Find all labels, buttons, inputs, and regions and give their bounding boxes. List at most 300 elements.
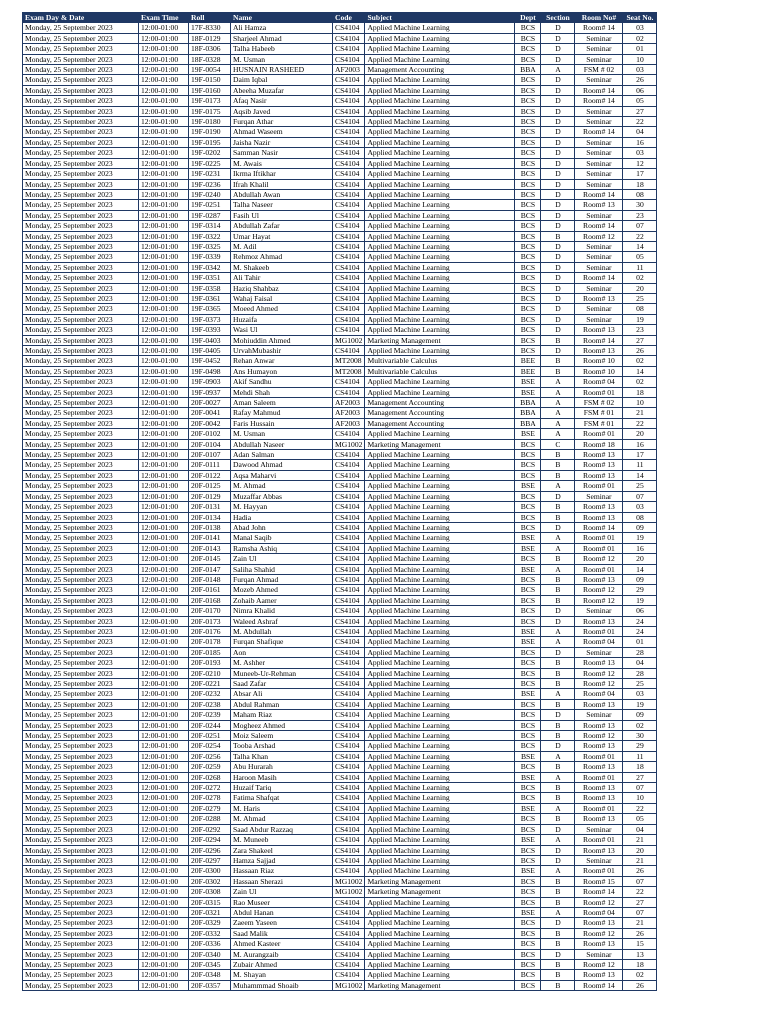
roll-cell: 20F-0161 [189, 585, 231, 595]
code-cell: CS4104 [333, 252, 365, 262]
seat-cell: 24 [623, 626, 657, 636]
table-row [23, 585, 657, 595]
seat-cell: 04 [623, 658, 657, 668]
name-cell: Furqan Athar [231, 117, 333, 127]
section-cell: D [541, 262, 575, 272]
exam-time-cell: 12:00-01:00 [139, 606, 189, 616]
exam-time-cell: 12:00-01:00 [139, 616, 189, 626]
section-cell: B [541, 897, 575, 907]
dept-cell: BCS [515, 346, 541, 356]
exam-time-cell: 12:00-01:00 [139, 210, 189, 220]
room-cell: Seminar [575, 158, 623, 168]
table-row [23, 907, 657, 917]
name-cell: M. Shakeeb [231, 262, 333, 272]
roll-cell: 18F-0328 [189, 54, 231, 64]
room-cell: Room# 13 [575, 512, 623, 522]
table-row [23, 241, 657, 251]
seat-cell: 20 [623, 283, 657, 293]
exam-time-cell: 12:00-01:00 [139, 293, 189, 303]
seat-cell: 27 [623, 335, 657, 345]
subject-cell: Marketing Management [365, 439, 515, 449]
exam-date-cell: Monday, 25 September 2023 [23, 970, 139, 980]
table-row [23, 949, 657, 959]
dept-cell: BCS [515, 699, 541, 709]
subject-cell: Marketing Management [365, 335, 515, 345]
dept-cell: BCS [515, 574, 541, 584]
table-row [23, 356, 657, 366]
exam-date-cell: Monday, 25 September 2023 [23, 731, 139, 741]
exam-date-cell: Monday, 25 September 2023 [23, 169, 139, 179]
exam-date-cell: Monday, 25 September 2023 [23, 835, 139, 845]
exam-time-cell: 12:00-01:00 [139, 689, 189, 699]
subject-cell: Applied Machine Learning [365, 491, 515, 501]
section-cell: B [541, 793, 575, 803]
dept-cell: BSE [515, 772, 541, 782]
code-cell: CS4104 [333, 158, 365, 168]
section-cell: D [541, 54, 575, 64]
exam-time-cell: 12:00-01:00 [139, 679, 189, 689]
room-cell: Room# 04 [575, 907, 623, 917]
table-row [23, 314, 657, 324]
column-header-code: Code [333, 13, 365, 23]
dept-cell: BCS [515, 793, 541, 803]
exam-date-cell: Monday, 25 September 2023 [23, 876, 139, 886]
subject-cell: Applied Machine Learning [365, 783, 515, 793]
exam-date-cell: Monday, 25 September 2023 [23, 793, 139, 803]
dept-cell: BCS [515, 450, 541, 460]
seat-cell: 22 [623, 803, 657, 813]
exam-date-cell: Monday, 25 September 2023 [23, 460, 139, 470]
dept-cell: BCS [515, 231, 541, 241]
room-cell: Room# 14 [575, 522, 623, 532]
seat-cell: 11 [623, 751, 657, 761]
room-cell: Room# 14 [575, 221, 623, 231]
seat-cell: 03 [623, 502, 657, 512]
exam-time-cell: 12:00-01:00 [139, 158, 189, 168]
table-row [23, 845, 657, 855]
table-row [23, 481, 657, 491]
column-header-exam-date: Exam Day & Date [23, 13, 139, 23]
room-cell: Room# 14 [575, 887, 623, 897]
exam-time-cell: 12:00-01:00 [139, 23, 189, 33]
room-cell: Room# 13 [575, 502, 623, 512]
section-cell: A [541, 533, 575, 543]
exam-time-cell: 12:00-01:00 [139, 221, 189, 231]
room-cell: Room# 12 [575, 897, 623, 907]
subject-cell: Applied Machine Learning [365, 96, 515, 106]
code-cell: CS4104 [333, 606, 365, 616]
exam-time-cell: 12:00-01:00 [139, 137, 189, 147]
code-cell: CS4104 [333, 689, 365, 699]
exam-date-cell: Monday, 25 September 2023 [23, 241, 139, 251]
name-cell: Zain Ul [231, 554, 333, 564]
table-row [23, 897, 657, 907]
dept-cell: BCS [515, 491, 541, 501]
dept-cell: BCS [515, 720, 541, 730]
section-cell: D [541, 845, 575, 855]
subject-cell: Applied Machine Learning [365, 158, 515, 168]
exam-date-cell: Monday, 25 September 2023 [23, 179, 139, 189]
table-row [23, 751, 657, 761]
table-row [23, 387, 657, 397]
seat-cell: 19 [623, 595, 657, 605]
roll-cell: 20F-0042 [189, 418, 231, 428]
exam-time-cell: 12:00-01:00 [139, 845, 189, 855]
exam-time-cell: 12:00-01:00 [139, 54, 189, 64]
room-cell: FSM # 02 [575, 398, 623, 408]
exam-date-cell: Monday, 25 September 2023 [23, 939, 139, 949]
room-cell: Room# 13 [575, 845, 623, 855]
code-cell: CS4104 [333, 814, 365, 824]
code-cell: CS4104 [333, 949, 365, 959]
table-row [23, 200, 657, 210]
exam-date-cell: Monday, 25 September 2023 [23, 897, 139, 907]
subject-cell: Applied Machine Learning [365, 762, 515, 772]
seat-cell: 20 [623, 845, 657, 855]
exam-time-cell: 12:00-01:00 [139, 33, 189, 43]
room-cell: Room# 18 [575, 439, 623, 449]
name-cell: Saad Zafar [231, 679, 333, 689]
table-row [23, 23, 657, 33]
subject-cell: Applied Machine Learning [365, 450, 515, 460]
roll-cell: 20F-0278 [189, 793, 231, 803]
name-cell: Moeed Ahmed [231, 304, 333, 314]
exam-time-cell: 12:00-01:00 [139, 855, 189, 865]
subject-cell: Applied Machine Learning [365, 720, 515, 730]
exam-date-cell: Monday, 25 September 2023 [23, 408, 139, 418]
roll-cell: 20F-0102 [189, 429, 231, 439]
table-row [23, 221, 657, 231]
subject-cell: Applied Machine Learning [365, 679, 515, 689]
roll-cell: 20F-0315 [189, 897, 231, 907]
name-cell: Saad Abdur Razzaq [231, 824, 333, 834]
code-cell: CS4104 [333, 762, 365, 772]
dept-cell: BCS [515, 522, 541, 532]
exam-date-cell: Monday, 25 September 2023 [23, 314, 139, 324]
dept-cell: BCS [515, 679, 541, 689]
roll-cell: 20F-0244 [189, 720, 231, 730]
name-cell: Talha Khan [231, 751, 333, 761]
table-row [23, 522, 657, 532]
exam-time-cell: 12:00-01:00 [139, 637, 189, 647]
section-cell: D [541, 273, 575, 283]
subject-cell: Applied Machine Learning [365, 699, 515, 709]
roll-cell: 19F-0405 [189, 346, 231, 356]
table-row [23, 418, 657, 428]
room-cell: Room# 13 [575, 658, 623, 668]
section-cell: D [541, 283, 575, 293]
seat-cell: 07 [623, 491, 657, 501]
name-cell: HUSNAIN RASHEED [231, 65, 333, 75]
table-row [23, 491, 657, 501]
section-cell: D [541, 23, 575, 33]
table-row [23, 127, 657, 137]
roll-cell: 20F-0178 [189, 637, 231, 647]
table-row [23, 564, 657, 574]
section-cell: A [541, 751, 575, 761]
room-cell: FSM # 01 [575, 408, 623, 418]
roll-cell: 20F-0239 [189, 710, 231, 720]
table-row [23, 366, 657, 376]
seat-cell: 02 [623, 33, 657, 43]
seat-cell: 30 [623, 731, 657, 741]
seat-cell: 02 [623, 720, 657, 730]
exam-date-cell: Monday, 25 September 2023 [23, 293, 139, 303]
exam-time-cell: 12:00-01:00 [139, 231, 189, 241]
subject-cell: Applied Machine Learning [365, 616, 515, 626]
roll-cell: 19F-0287 [189, 210, 231, 220]
subject-cell: Applied Machine Learning [365, 502, 515, 512]
exam-date-cell: Monday, 25 September 2023 [23, 137, 139, 147]
room-cell: Room# 01 [575, 564, 623, 574]
name-cell: Abdullah Naseer [231, 439, 333, 449]
code-cell: CS4104 [333, 647, 365, 657]
section-cell: D [541, 616, 575, 626]
section-cell: D [541, 491, 575, 501]
roll-cell: 20F-0272 [189, 783, 231, 793]
name-cell: Umar Hayat [231, 231, 333, 241]
dept-cell: BCS [515, 658, 541, 668]
exam-date-cell: Monday, 25 September 2023 [23, 783, 139, 793]
exam-date-cell: Monday, 25 September 2023 [23, 325, 139, 335]
room-cell: Seminar [575, 44, 623, 54]
seat-cell: 07 [623, 907, 657, 917]
roll-cell: 19F-0339 [189, 252, 231, 262]
roll-cell: 20F-0111 [189, 460, 231, 470]
section-cell: D [541, 647, 575, 657]
exam-date-cell: Monday, 25 September 2023 [23, 450, 139, 460]
room-cell: Seminar [575, 710, 623, 720]
name-cell: Ali Tahir [231, 273, 333, 283]
room-cell: Room# 14 [575, 980, 623, 990]
code-cell: CS4104 [333, 137, 365, 147]
roll-cell: 18F-0129 [189, 33, 231, 43]
roll-cell: 20F-0122 [189, 470, 231, 480]
table-row [23, 283, 657, 293]
table-row [23, 450, 657, 460]
exam-date-cell: Monday, 25 September 2023 [23, 231, 139, 241]
roll-cell: 19F-0180 [189, 117, 231, 127]
name-cell: Abdul Rahman [231, 699, 333, 709]
seat-cell: 20 [623, 429, 657, 439]
section-cell: A [541, 65, 575, 75]
exam-date-cell: Monday, 25 September 2023 [23, 710, 139, 720]
dept-cell: BCS [515, 241, 541, 251]
subject-cell: Applied Machine Learning [365, 803, 515, 813]
roll-cell: 19F-0403 [189, 335, 231, 345]
section-cell: D [541, 200, 575, 210]
section-cell: B [541, 554, 575, 564]
name-cell: Muhammmad Shoaib [231, 980, 333, 990]
exam-date-cell: Monday, 25 September 2023 [23, 626, 139, 636]
dept-cell: BCS [515, 85, 541, 95]
code-cell: CS4104 [333, 283, 365, 293]
code-cell: CS4104 [333, 117, 365, 127]
dept-cell: BCS [515, 470, 541, 480]
subject-cell: Applied Machine Learning [365, 189, 515, 199]
subject-cell: Management Accounting [365, 65, 515, 75]
name-cell: UrvahMubashir [231, 346, 333, 356]
name-cell: Zubair Ahmed [231, 959, 333, 969]
exam-date-cell: Monday, 25 September 2023 [23, 23, 139, 33]
section-cell: D [541, 918, 575, 928]
dept-cell: BSE [515, 377, 541, 387]
seat-cell: 19 [623, 533, 657, 543]
seat-cell: 08 [623, 304, 657, 314]
code-cell: CS4104 [333, 169, 365, 179]
code-cell: CS4104 [333, 33, 365, 43]
room-cell: Room# 10 [575, 356, 623, 366]
table-row [23, 741, 657, 751]
subject-cell: Multivariable Calculus [365, 366, 515, 376]
room-cell: Room# 14 [575, 127, 623, 137]
section-cell: A [541, 429, 575, 439]
section-cell: D [541, 606, 575, 616]
subject-cell: Management Accounting [365, 418, 515, 428]
seat-cell: 14 [623, 470, 657, 480]
roll-cell: 20F-0297 [189, 855, 231, 865]
room-cell: Room# 13 [575, 293, 623, 303]
section-cell: D [541, 741, 575, 751]
exam-time-cell: 12:00-01:00 [139, 512, 189, 522]
exam-date-cell: Monday, 25 September 2023 [23, 387, 139, 397]
roll-cell: 19F-0365 [189, 304, 231, 314]
seat-cell: 12 [623, 158, 657, 168]
exam-date-cell: Monday, 25 September 2023 [23, 210, 139, 220]
exam-time-cell: 12:00-01:00 [139, 866, 189, 876]
dept-cell: BBA [515, 65, 541, 75]
seat-cell: 30 [623, 200, 657, 210]
exam-date-cell: Monday, 25 September 2023 [23, 158, 139, 168]
section-cell: D [541, 346, 575, 356]
subject-cell: Applied Machine Learning [365, 970, 515, 980]
seat-cell: 02 [623, 377, 657, 387]
table-row [23, 980, 657, 990]
section-cell: B [541, 470, 575, 480]
dept-cell: BSE [515, 689, 541, 699]
dept-cell: BCS [515, 668, 541, 678]
seat-cell: 28 [623, 668, 657, 678]
roll-cell: 20F-0268 [189, 772, 231, 782]
name-cell: Abdullah Zafar [231, 221, 333, 231]
exam-time-cell: 12:00-01:00 [139, 387, 189, 397]
room-cell: Room# 13 [575, 460, 623, 470]
exam-date-cell: Monday, 25 September 2023 [23, 283, 139, 293]
name-cell: M. Abdullah [231, 626, 333, 636]
code-cell: CS4104 [333, 720, 365, 730]
section-cell: B [541, 928, 575, 938]
exam-date-cell: Monday, 25 September 2023 [23, 470, 139, 480]
seat-cell: 23 [623, 325, 657, 335]
roll-cell: 19F-0937 [189, 387, 231, 397]
subject-cell: Applied Machine Learning [365, 241, 515, 251]
name-cell: Zain Ul [231, 887, 333, 897]
roll-cell: 20F-0176 [189, 626, 231, 636]
exam-time-cell: 12:00-01:00 [139, 96, 189, 106]
name-cell: Haziq Shahbaz [231, 283, 333, 293]
section-cell: B [541, 959, 575, 969]
code-cell: CS4104 [333, 574, 365, 584]
table-row [23, 595, 657, 605]
subject-cell: Applied Machine Learning [365, 824, 515, 834]
exam-date-cell: Monday, 25 September 2023 [23, 679, 139, 689]
roll-cell: 20F-0332 [189, 928, 231, 938]
section-cell: D [541, 44, 575, 54]
code-cell: AF2003 [333, 398, 365, 408]
roll-cell: 20F-0193 [189, 658, 231, 668]
seat-cell: 04 [623, 824, 657, 834]
roll-cell: 19F-0373 [189, 314, 231, 324]
section-cell: B [541, 356, 575, 366]
subject-cell: Applied Machine Learning [365, 377, 515, 387]
exam-time-cell: 12:00-01:00 [139, 460, 189, 470]
seat-cell: 03 [623, 65, 657, 75]
exam-time-cell: 12:00-01:00 [139, 262, 189, 272]
table-row [23, 96, 657, 106]
subject-cell: Applied Machine Learning [365, 533, 515, 543]
section-cell: D [541, 33, 575, 43]
roll-cell: 20F-0296 [189, 845, 231, 855]
name-cell: Daim Iqbal [231, 75, 333, 85]
code-cell: CS4104 [333, 429, 365, 439]
code-cell: CS4104 [333, 491, 365, 501]
room-cell: Seminar [575, 54, 623, 64]
roll-cell: 20F-0302 [189, 876, 231, 886]
exam-time-cell: 12:00-01:00 [139, 304, 189, 314]
table-row [23, 44, 657, 54]
roll-cell: 20F-0279 [189, 803, 231, 813]
table-row [23, 970, 657, 980]
dept-cell: BCS [515, 897, 541, 907]
dept-cell: BSE [515, 543, 541, 553]
roll-cell: 20F-0027 [189, 398, 231, 408]
section-cell: B [541, 783, 575, 793]
name-cell: M. Haris [231, 803, 333, 813]
name-cell: Huzaif Tariq [231, 783, 333, 793]
room-cell: Seminar [575, 262, 623, 272]
name-cell: Saliha Shahid [231, 564, 333, 574]
dept-cell: BSE [515, 481, 541, 491]
exam-date-cell: Monday, 25 September 2023 [23, 887, 139, 897]
exam-date-cell: Monday, 25 September 2023 [23, 85, 139, 95]
subject-cell: Applied Machine Learning [365, 845, 515, 855]
code-cell: MG1002 [333, 876, 365, 886]
subject-cell: Applied Machine Learning [365, 574, 515, 584]
seat-cell: 23 [623, 210, 657, 220]
code-cell: CS4104 [333, 710, 365, 720]
exam-time-cell: 12:00-01:00 [139, 939, 189, 949]
exam-time-cell: 12:00-01:00 [139, 876, 189, 886]
roll-cell: 20F-0294 [189, 835, 231, 845]
subject-cell: Multivariable Calculus [365, 356, 515, 366]
roll-cell: 20F-0232 [189, 689, 231, 699]
subject-cell: Applied Machine Learning [365, 606, 515, 616]
table-row [23, 252, 657, 262]
name-cell: Abeeha Muzafar [231, 85, 333, 95]
seat-cell: 26 [623, 75, 657, 85]
section-cell: B [541, 585, 575, 595]
seat-cell: 16 [623, 439, 657, 449]
roll-cell: 20F-0340 [189, 949, 231, 959]
seat-cell: 19 [623, 314, 657, 324]
dept-cell: BCS [515, 731, 541, 741]
section-cell: A [541, 637, 575, 647]
room-cell: Room# 13 [575, 762, 623, 772]
dept-cell: BCS [515, 824, 541, 834]
name-cell: Dawood Ahmad [231, 460, 333, 470]
dept-cell: BCS [515, 647, 541, 657]
seat-cell: 04 [623, 127, 657, 137]
